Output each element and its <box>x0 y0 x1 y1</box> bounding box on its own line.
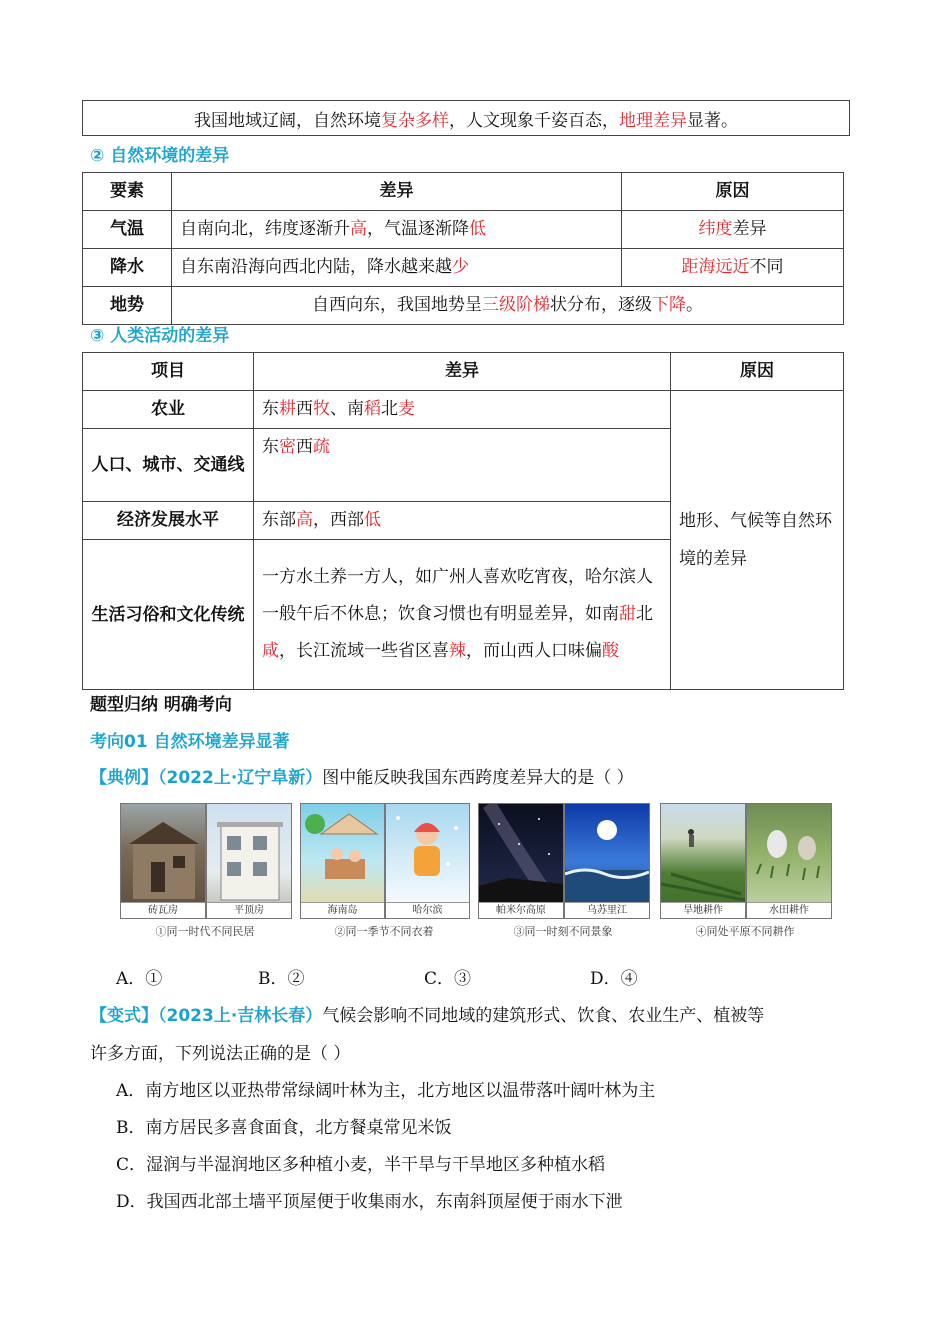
option-a[interactable]: A．南方地区以亚热带常绿阔叶林为主，北方地区以温带落叶阔叶林为主 <box>116 1081 656 1101</box>
factor-label: 气温 <box>83 211 172 249</box>
option-c[interactable]: C．湿润与半湿润地区多种植小麦，半干旱与干旱地区多种植水稻 <box>116 1155 606 1175</box>
item-label: 农业 <box>83 391 254 429</box>
figure-caption: ④同处平原不同耕作 <box>695 925 795 938</box>
pamir-night-image: 帕米尔高原 <box>478 803 564 919</box>
section-title-human: ③ 人类活动的差异 <box>90 326 230 346</box>
harbin-image: 哈尔滨 <box>385 803 470 919</box>
paddy-farming-image: 水田耕作 <box>746 803 832 919</box>
section-title-nature: ② 自然环境的差异 <box>90 146 230 166</box>
figure-caption: ③同一时刻不同景象 <box>513 925 613 938</box>
flat-roof-house-image: 平顶房 <box>206 803 292 919</box>
header-difference: 差异 <box>254 353 671 391</box>
difference-cell: 东部高，西部低 <box>254 502 671 540</box>
reason-cell: 纬度差异 <box>622 211 844 249</box>
option-a[interactable]: A．① <box>116 969 163 989</box>
header-reason: 原因 <box>671 353 844 391</box>
figure-2 <box>300 803 468 941</box>
item-label: 经济发展水平 <box>83 502 254 540</box>
reason-cell: 距海远近不同 <box>622 249 844 287</box>
brick-house-image: 砖瓦房 <box>120 803 206 919</box>
kaoxiang-title: 考向01 自然环境差异显著 <box>90 732 290 752</box>
difference-cell: 自南向北，纬度逐渐升高，气温逐渐降低 <box>172 211 622 249</box>
item-label: 生活习俗和文化传统 <box>83 540 254 690</box>
hainan-image: 海南岛 <box>300 803 385 919</box>
factor-label: 地势 <box>83 287 172 325</box>
figure-4 <box>660 803 830 941</box>
ussuri-day-image: 乌苏里江 <box>564 803 650 919</box>
nature-difference-table <box>82 172 844 325</box>
difference-cell: 东密西疏 <box>254 429 671 502</box>
option-d[interactable]: D．④ <box>590 969 638 989</box>
figure-1 <box>120 803 290 941</box>
item-label: 人口、城市、交通线 <box>83 429 254 502</box>
figure-3 <box>478 803 648 941</box>
header-factor: 要素 <box>83 173 172 211</box>
factor-label: 降水 <box>83 249 172 287</box>
question-2-stem: 【变式】（2023上·吉林长春）气候会影响不同地域的建筑形式、饮食、农业生产、植被等 <box>90 1006 765 1026</box>
table-row <box>83 391 844 429</box>
option-c[interactable]: C．③ <box>424 969 472 989</box>
question-2-stem-line2: 许多方面，下列说法正确的是（ ） <box>90 1044 351 1064</box>
table-row <box>83 249 844 287</box>
question-1-stem: 【典例】（2022上·辽宁阜新）图中能反映我国东西跨度差异大的是（ ） <box>90 768 634 788</box>
reason-cell: 地形、气候等自然环境的差异 <box>671 391 844 690</box>
difference-cell: 自东南沿海向西北内陆，降水越来越少 <box>172 249 622 287</box>
intro-box <box>82 100 850 136</box>
difference-cell: 自西向东，我国地势呈三级阶梯状分布，逐级下降。 <box>172 287 844 325</box>
option-d[interactable]: D．我国西北部土墙平顶屋便于收集雨水，东南斜顶屋便于雨水下泄 <box>116 1192 623 1212</box>
table-row <box>83 211 844 249</box>
option-b[interactable]: B．② <box>258 969 305 989</box>
figure-caption: ②同一季节不同衣着 <box>334 925 434 938</box>
difference-cell: 东耕西牧、南稻北麦 <box>254 391 671 429</box>
header-reason: 原因 <box>622 173 844 211</box>
table-row <box>83 287 844 325</box>
summary-title: 题型归纳 明确考向 <box>90 695 232 715</box>
figure-caption: ①同一时代不同民居 <box>155 925 255 938</box>
difference-cell: 一方水土养一方人，如广州人喜欢吃宵夜，哈尔滨人一般午后不休息；饮食习惯也有明显差异，如南甜北咸，长江流域一些省区喜辣，而山西人口味偏酸 <box>254 540 671 690</box>
human-activity-table <box>82 352 844 690</box>
option-b[interactable]: B．南方居民多喜食面食，北方餐桌常见米饭 <box>116 1118 452 1138</box>
intro-text: 我国地域辽阔，自然环境复杂多样，人文现象千姿百态，地理差异显著。 <box>194 110 738 131</box>
dry-farming-image: 旱地耕作 <box>660 803 746 919</box>
header-item: 项目 <box>83 353 254 391</box>
header-difference: 差异 <box>172 173 622 211</box>
